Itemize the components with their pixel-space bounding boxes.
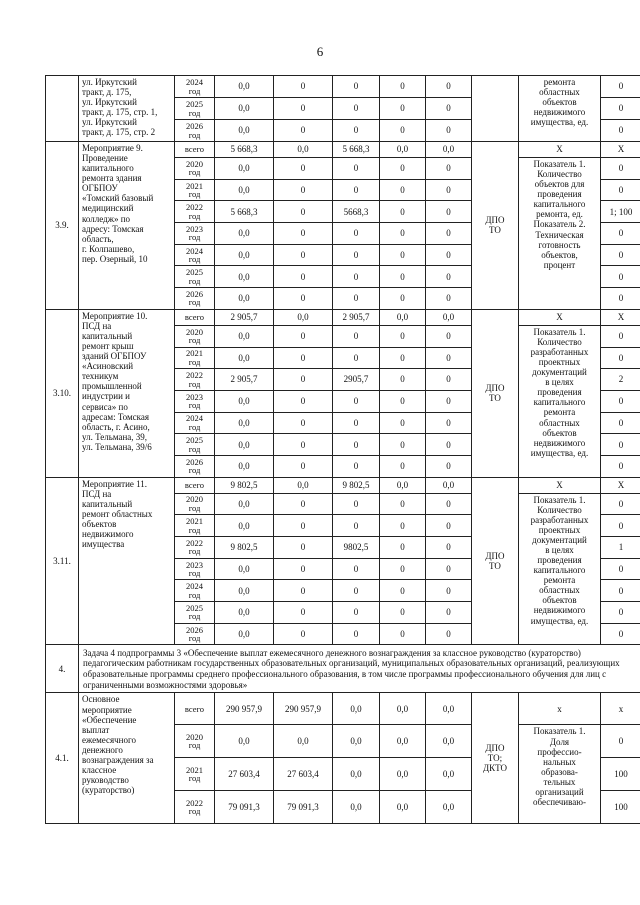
value-cell: 0 bbox=[333, 390, 380, 412]
year-cell: 2024 год bbox=[175, 412, 215, 434]
value-cell: 0 bbox=[426, 266, 472, 288]
indicator-total: X bbox=[519, 142, 601, 158]
value-cell: 0 bbox=[274, 493, 333, 515]
table-row bbox=[46, 477, 640, 493]
value-cell: 0 bbox=[380, 434, 426, 456]
value-cell: 0 bbox=[274, 623, 333, 645]
year-cell: 2025 год bbox=[175, 98, 215, 120]
value-cell: 0,0 bbox=[215, 76, 274, 98]
value-cell: 0 bbox=[274, 244, 333, 266]
value-cell: 0,0 bbox=[215, 120, 274, 142]
value-cell: 0 bbox=[333, 98, 380, 120]
value-cell: 0 bbox=[426, 412, 472, 434]
year-cell: всего bbox=[175, 309, 215, 325]
year-cell: 2023 год bbox=[175, 390, 215, 412]
value-cell: 0 bbox=[380, 288, 426, 310]
value-cell: 0 bbox=[380, 623, 426, 645]
year-cell: 2024 год bbox=[175, 244, 215, 266]
value-cell: 0 bbox=[333, 493, 380, 515]
value-cell: 0 bbox=[274, 288, 333, 310]
year-cell: 2025 год bbox=[175, 266, 215, 288]
value-cell: 79 091,3 bbox=[274, 791, 333, 824]
value-cell: 9 802,5 bbox=[215, 537, 274, 559]
value-cell: 0,0 bbox=[333, 693, 380, 725]
value-cell: 0 bbox=[333, 288, 380, 310]
value-cell: 0 bbox=[426, 602, 472, 624]
value-cell: 0,0 bbox=[380, 725, 426, 758]
indicator-total: x bbox=[519, 693, 601, 725]
value-cell: 0 bbox=[426, 288, 472, 310]
value-cell: 0 bbox=[333, 434, 380, 456]
indicator-value: 0 bbox=[601, 558, 640, 580]
value-cell: 0 bbox=[426, 369, 472, 391]
value-cell: 0,0 bbox=[274, 725, 333, 758]
value-cell: 0 bbox=[333, 602, 380, 624]
value-cell: 0,0 bbox=[215, 158, 274, 180]
year-cell: 2021 год bbox=[175, 347, 215, 369]
value-cell: 0,0 bbox=[274, 477, 333, 493]
value-cell: 0,0 bbox=[215, 244, 274, 266]
value-cell: 0 bbox=[274, 602, 333, 624]
value-cell: 2905,7 bbox=[333, 369, 380, 391]
value-cell: 0 bbox=[333, 120, 380, 142]
indicator-value: 0 bbox=[601, 434, 640, 456]
value-cell: 0 bbox=[274, 580, 333, 602]
value-cell: 5 668,3 bbox=[215, 201, 274, 223]
value-cell: 0 bbox=[380, 179, 426, 201]
value-cell: 5 668,3 bbox=[333, 142, 380, 158]
value-cell: 9 802,5 bbox=[333, 477, 380, 493]
value-cell: 5 668,3 bbox=[215, 142, 274, 158]
year-cell: 2020 год bbox=[175, 325, 215, 347]
year-cell: 2026 год bbox=[175, 623, 215, 645]
year-cell: 2022 год bbox=[175, 201, 215, 223]
value-cell: 0 bbox=[333, 580, 380, 602]
task-heading: Задача 4 подпрограммы 3 «Обеспечение выплат ежемесячного денежного вознаграждения за классное руководство (кураторство) педагогическим работникам государственных образовательных организаций, муниципальных образовательных организаций, реализующих образовательные программы среднего профессионального образования, в том числе программы профессионального обучения для лиц с ограниченными возможностями здоровья» bbox=[79, 645, 640, 693]
indicator-value: 0 bbox=[601, 223, 640, 245]
indicator-value: x bbox=[601, 693, 640, 725]
year-cell: 2025 год bbox=[175, 602, 215, 624]
measure-description: Мероприятие 11. ПСД на капитальный ремонт областных объектов недвижимого имущества bbox=[79, 477, 175, 645]
value-cell: 0 bbox=[333, 223, 380, 245]
value-cell: 0 bbox=[274, 558, 333, 580]
value-cell: 0 bbox=[380, 455, 426, 477]
value-cell: 0 bbox=[426, 201, 472, 223]
indicator-description: Показатель 1. Доля профессио- нальных образова- тельных организаций обеспечиваю- bbox=[519, 725, 601, 824]
value-cell: 0 bbox=[380, 266, 426, 288]
page-number: 6 bbox=[316, 44, 324, 59]
indicator-value: 0 bbox=[601, 493, 640, 515]
indicator-value: 0 bbox=[601, 725, 640, 758]
value-cell: 0 bbox=[274, 390, 333, 412]
indicator-value: 0 bbox=[601, 266, 640, 288]
value-cell: 0 bbox=[426, 455, 472, 477]
year-cell: 2020 год bbox=[175, 725, 215, 758]
value-cell: 0 bbox=[426, 390, 472, 412]
measure-description: Мероприятие 10. ПСД на капитальный ремонт крыш зданий ОГБПОУ «Асиновский техникум промышленной индустрии и сервиса» по адресам: Томская область, г. Асино, ул. Тельмана, 39, ул. Тельмана, 39/6 bbox=[79, 309, 175, 477]
value-cell: 0 bbox=[380, 412, 426, 434]
value-cell: 0 bbox=[380, 325, 426, 347]
executor-cell: ДПО ТО bbox=[472, 309, 519, 477]
indicator-value: 0 bbox=[601, 347, 640, 369]
value-cell: 0,0 bbox=[426, 758, 472, 791]
indicator-value: X bbox=[601, 477, 640, 493]
value-cell: 0 bbox=[333, 76, 380, 98]
value-cell: 0 bbox=[274, 120, 333, 142]
value-cell: 0 bbox=[426, 325, 472, 347]
value-cell: 0 bbox=[274, 98, 333, 120]
value-cell: 0 bbox=[333, 158, 380, 180]
value-cell: 0,0 bbox=[215, 412, 274, 434]
executor-cell: ДПО ТО bbox=[472, 142, 519, 310]
value-cell: 0 bbox=[333, 179, 380, 201]
indicator-value: 0 bbox=[601, 288, 640, 310]
indicator-description: Показатель 1. Количество объектов для проведения капитального ремонта, ед. Показатель 2. Техническая готовность объектов, процент bbox=[519, 158, 601, 310]
indicator-value: 0 bbox=[601, 158, 640, 180]
indicator-value: 0 bbox=[601, 98, 640, 120]
indicator-description: Показатель 1. Количество разработанных проектных документаций в целях проведения капитального ремонта областных объектов недвижимого имущества, ед. bbox=[519, 325, 601, 477]
indicator-value: 1 bbox=[601, 537, 640, 559]
value-cell: 27 603,4 bbox=[215, 758, 274, 791]
value-cell: 5668,3 bbox=[333, 201, 380, 223]
indicator-total: X bbox=[519, 309, 601, 325]
indicator-description: Показатель 1. Количество разработанных проектных документаций в целях проведения капитального ремонта областных объектов недвижимого имущества, ед. bbox=[519, 493, 601, 645]
value-cell: 0 bbox=[380, 98, 426, 120]
value-cell: 0,0 bbox=[215, 266, 274, 288]
measure-description: ул. Иркутский тракт, д. 175, ул. Иркутский тракт, д. 175, стр. 1, ул. Иркутский тракт, д. 175, стр. 2 bbox=[79, 76, 175, 142]
value-cell: 0 bbox=[274, 515, 333, 537]
indicator-value: 0 bbox=[601, 602, 640, 624]
value-cell: 0,0 bbox=[215, 580, 274, 602]
value-cell: 0 bbox=[380, 201, 426, 223]
value-cell: 0 bbox=[274, 455, 333, 477]
year-cell: 2021 год bbox=[175, 179, 215, 201]
year-cell: всего bbox=[175, 693, 215, 725]
value-cell: 0 bbox=[274, 412, 333, 434]
year-cell: всего bbox=[175, 142, 215, 158]
value-cell: 0,0 bbox=[215, 223, 274, 245]
indicator-value: X bbox=[601, 309, 640, 325]
year-cell: 2021 год bbox=[175, 758, 215, 791]
indicator-value: 0 bbox=[601, 244, 640, 266]
year-cell: 2024 год bbox=[175, 580, 215, 602]
table-row bbox=[46, 309, 640, 325]
table-row bbox=[46, 645, 640, 693]
value-cell: 0 bbox=[380, 515, 426, 537]
value-cell: 0,0 bbox=[215, 179, 274, 201]
value-cell: 0 bbox=[274, 76, 333, 98]
value-cell: 0 bbox=[333, 558, 380, 580]
value-cell: 0,0 bbox=[274, 142, 333, 158]
value-cell: 0 bbox=[380, 493, 426, 515]
value-cell: 9 802,5 bbox=[215, 477, 274, 493]
value-cell: 0 bbox=[426, 158, 472, 180]
value-cell: 0 bbox=[380, 558, 426, 580]
executor-cell: ДПО ТО; ДКТО bbox=[472, 693, 519, 824]
executor-cell bbox=[472, 76, 519, 142]
value-cell: 0 bbox=[380, 158, 426, 180]
value-cell: 0,0 bbox=[215, 347, 274, 369]
value-cell: 79 091,3 bbox=[215, 791, 274, 824]
value-cell: 0,0 bbox=[215, 325, 274, 347]
table-row bbox=[46, 142, 640, 158]
indicator-value: X bbox=[601, 142, 640, 158]
value-cell: 0 bbox=[274, 347, 333, 369]
value-cell: 0,0 bbox=[215, 98, 274, 120]
value-cell: 0,0 bbox=[215, 725, 274, 758]
value-cell: 0,0 bbox=[380, 142, 426, 158]
row-number-cell bbox=[46, 76, 79, 142]
value-cell: 0 bbox=[380, 537, 426, 559]
value-cell: 0 bbox=[426, 223, 472, 245]
year-cell: 2022 год bbox=[175, 537, 215, 559]
indicator-value: 100 bbox=[601, 791, 640, 824]
measure-description: Мероприятие 9. Проведение капитального ремонта здания ОГБПОУ «Томский базовый медицинский колледж» по адресу: Томская область, г. Колпашево, пер. Озерный, 10 bbox=[79, 142, 175, 310]
row-number-cell: 3.9. bbox=[46, 142, 79, 310]
value-cell: 0,0 bbox=[215, 434, 274, 456]
year-cell: 2026 год bbox=[175, 120, 215, 142]
value-cell: 0,0 bbox=[215, 390, 274, 412]
value-cell: 0 bbox=[380, 602, 426, 624]
indicator-description: ремонта областных объектов недвижимого имущества, ед. bbox=[519, 76, 601, 142]
value-cell: 0 bbox=[426, 98, 472, 120]
year-cell: 2020 год bbox=[175, 158, 215, 180]
indicator-value: 0 bbox=[601, 120, 640, 142]
value-cell: 0 bbox=[380, 244, 426, 266]
indicator-value: 0 bbox=[601, 623, 640, 645]
row-number-cell: 4.1. bbox=[46, 693, 79, 824]
value-cell: 0 bbox=[426, 580, 472, 602]
value-cell: 2 905,7 bbox=[215, 309, 274, 325]
value-cell: 0 bbox=[426, 558, 472, 580]
value-cell: 0 bbox=[274, 201, 333, 223]
value-cell: 0,0 bbox=[380, 693, 426, 725]
table-row bbox=[46, 76, 640, 98]
value-cell: 0 bbox=[426, 347, 472, 369]
value-cell: 0 bbox=[426, 623, 472, 645]
value-cell: 0 bbox=[380, 369, 426, 391]
table-row bbox=[46, 693, 640, 725]
value-cell: 0 bbox=[333, 412, 380, 434]
row-number-cell: 3.10. bbox=[46, 309, 79, 477]
indicator-value: 100 bbox=[601, 758, 640, 791]
value-cell: 0,0 bbox=[426, 693, 472, 725]
year-cell: 2025 год bbox=[175, 434, 215, 456]
value-cell: 0,0 bbox=[333, 725, 380, 758]
indicator-value: 0 bbox=[601, 412, 640, 434]
value-cell: 0,0 bbox=[380, 309, 426, 325]
indicator-value: 2 bbox=[601, 369, 640, 391]
value-cell: 0,0 bbox=[215, 288, 274, 310]
value-cell: 0 bbox=[333, 325, 380, 347]
value-cell: 0 bbox=[426, 493, 472, 515]
year-cell: 2026 год bbox=[175, 288, 215, 310]
value-cell: 0 bbox=[426, 515, 472, 537]
value-cell: 0,0 bbox=[333, 791, 380, 824]
value-cell: 0 bbox=[274, 223, 333, 245]
value-cell: 0 bbox=[274, 369, 333, 391]
executor-cell: ДПО ТО bbox=[472, 477, 519, 645]
value-cell: 0,0 bbox=[215, 602, 274, 624]
value-cell: 9802,5 bbox=[333, 537, 380, 559]
value-cell: 27 603,4 bbox=[274, 758, 333, 791]
value-cell: 0 bbox=[426, 179, 472, 201]
indicator-value: 0 bbox=[601, 325, 640, 347]
measure-description: Основное мероприятие «Обеспечение выплат ежемесячного денежного вознаграждения за классное руководство (кураторство) bbox=[79, 693, 175, 824]
year-cell: 2023 год bbox=[175, 223, 215, 245]
value-cell: 0 bbox=[274, 537, 333, 559]
value-cell: 0 bbox=[274, 434, 333, 456]
value-cell: 0 bbox=[333, 266, 380, 288]
value-cell: 0 bbox=[380, 223, 426, 245]
value-cell: 0,0 bbox=[426, 725, 472, 758]
value-cell: 0,0 bbox=[426, 477, 472, 493]
value-cell: 290 957,9 bbox=[274, 693, 333, 725]
task-number: 4. bbox=[46, 645, 79, 693]
year-cell: всего bbox=[175, 477, 215, 493]
value-cell: 0,0 bbox=[380, 791, 426, 824]
value-cell: 0 bbox=[426, 120, 472, 142]
value-cell: 0 bbox=[333, 623, 380, 645]
value-cell: 0,0 bbox=[333, 758, 380, 791]
year-cell: 2024 год bbox=[175, 76, 215, 98]
indicator-value: 0 bbox=[601, 455, 640, 477]
value-cell: 2 905,7 bbox=[215, 369, 274, 391]
year-cell: 2022 год bbox=[175, 369, 215, 391]
indicator-value: 0 bbox=[601, 580, 640, 602]
value-cell: 0 bbox=[426, 76, 472, 98]
value-cell: 0 bbox=[274, 325, 333, 347]
value-cell: 0 bbox=[380, 390, 426, 412]
value-cell: 2 905,7 bbox=[333, 309, 380, 325]
year-cell: 2021 год bbox=[175, 515, 215, 537]
value-cell: 0,0 bbox=[215, 493, 274, 515]
year-cell: 2026 год bbox=[175, 455, 215, 477]
value-cell: 0,0 bbox=[426, 791, 472, 824]
value-cell: 0 bbox=[426, 434, 472, 456]
value-cell: 0 bbox=[426, 537, 472, 559]
value-cell: 0 bbox=[380, 580, 426, 602]
value-cell: 0 bbox=[333, 455, 380, 477]
indicator-value: 1; 100 bbox=[601, 201, 640, 223]
value-cell: 0 bbox=[380, 120, 426, 142]
value-cell: 0 bbox=[333, 347, 380, 369]
value-cell: 0,0 bbox=[380, 477, 426, 493]
indicator-value: 0 bbox=[601, 179, 640, 201]
year-cell: 2022 год bbox=[175, 791, 215, 824]
program-table bbox=[45, 75, 640, 824]
value-cell: 0 bbox=[380, 347, 426, 369]
value-cell: 0 bbox=[274, 266, 333, 288]
year-cell: 2020 год bbox=[175, 493, 215, 515]
value-cell: 0,0 bbox=[215, 558, 274, 580]
value-cell: 0 bbox=[426, 244, 472, 266]
value-cell: 290 957,9 bbox=[215, 693, 274, 725]
value-cell: 0 bbox=[333, 515, 380, 537]
indicator-value: 0 bbox=[601, 390, 640, 412]
value-cell: 0,0 bbox=[380, 758, 426, 791]
row-number-cell: 3.11. bbox=[46, 477, 79, 645]
indicator-total: X bbox=[519, 477, 601, 493]
year-cell: 2023 год bbox=[175, 558, 215, 580]
value-cell: 0 bbox=[274, 179, 333, 201]
value-cell: 0 bbox=[380, 76, 426, 98]
value-cell: 0,0 bbox=[426, 142, 472, 158]
value-cell: 0,0 bbox=[215, 623, 274, 645]
value-cell: 0,0 bbox=[215, 455, 274, 477]
value-cell: 0 bbox=[274, 158, 333, 180]
value-cell: 0,0 bbox=[426, 309, 472, 325]
value-cell: 0,0 bbox=[215, 515, 274, 537]
value-cell: 0 bbox=[333, 244, 380, 266]
indicator-value: 0 bbox=[601, 76, 640, 98]
value-cell: 0,0 bbox=[274, 309, 333, 325]
indicator-value: 0 bbox=[601, 515, 640, 537]
